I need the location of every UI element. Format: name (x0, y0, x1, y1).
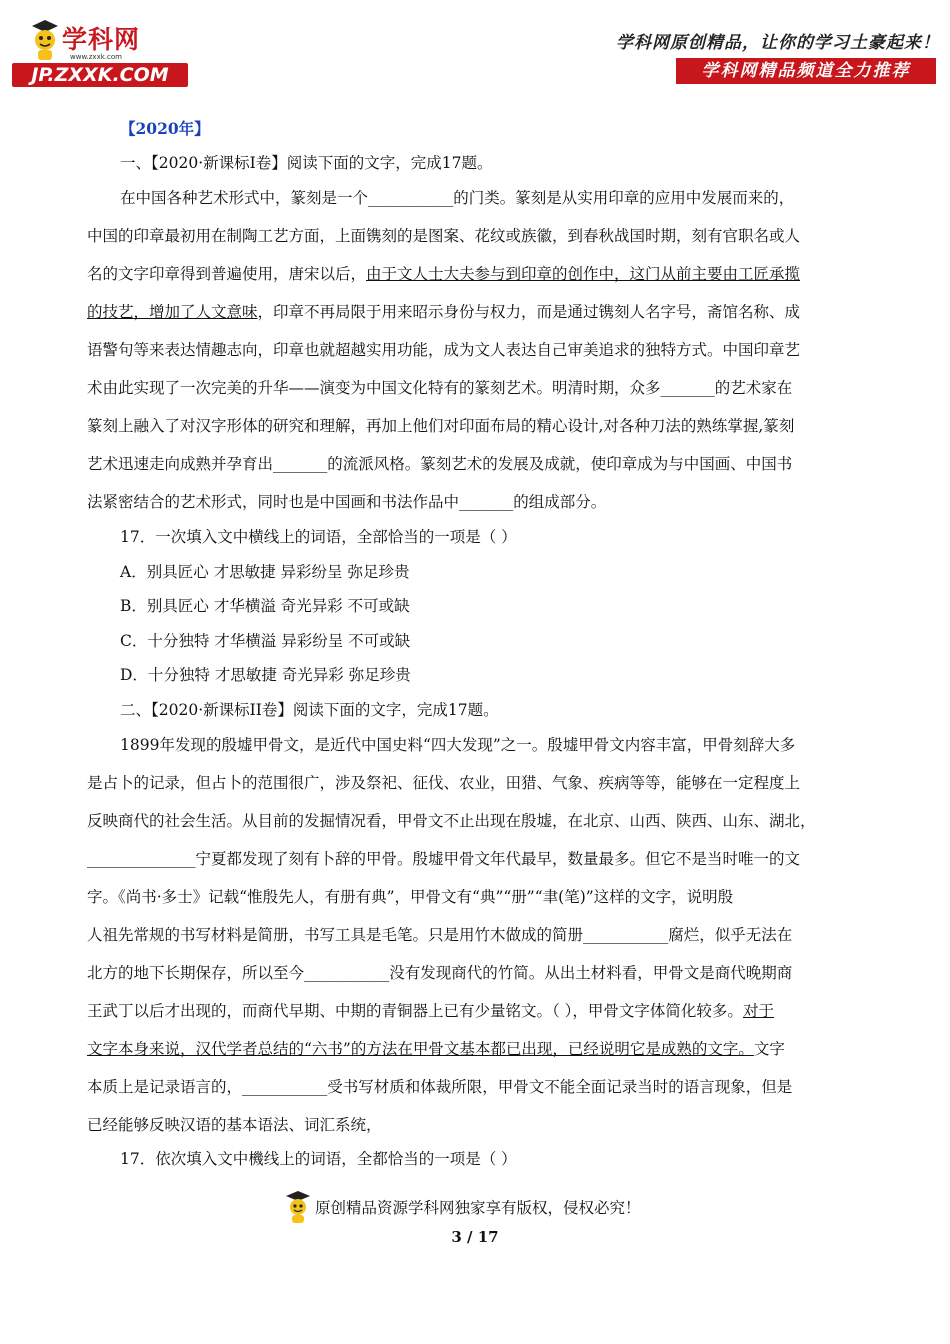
passage-1-text: ，印章不再局限于用来昭示身份与权力，而是通过镌刻人名字号，斋馆名称、成 (257, 303, 801, 321)
passage-1-underlined: 由于文人士大夫参与到印章的创作中，这门从前主要由工匠承揽 (366, 265, 801, 283)
passage-2-line (87, 1038, 785, 1060)
question-1-heading: 一、【2020·新课标Ⅰ卷】阅读下面的文字，完成17题。 (120, 154, 493, 172)
copyright-text: 原创精品资源学科网独家享有版权，侵权必究！ (315, 1199, 641, 1217)
passage-2-line: 本质上是记录语言的，___________受书写材质和体裁所限，甲骨文不能全面记录当时的语言现象，但是 (87, 1078, 793, 1096)
passage-1-line (87, 301, 800, 323)
passage-2-line: 反映商代的社会生活。从目前的发掘情况看，甲骨文不止出现在殷墟，在北京、山西、陕西、山东、湖北， (87, 812, 816, 830)
passage-2-underlined: 文字本身来说，汉代学者总结的“六书”的方法在甲骨文基本都已出现，已经说明它是成熟的文字。 (87, 1040, 754, 1058)
option-b: B．别具匠心 才华横溢 奇光异彩 不可或缺 (120, 597, 410, 615)
logo-url: www.zxxk.com (70, 53, 122, 61)
option-a: A．别具匠心 才思敏捷 异彩纷呈 弥足珍贵 (120, 563, 410, 581)
passage-2-text: 文字 (753, 1040, 785, 1058)
current-page: 3 (451, 1228, 462, 1246)
mascot-icon (283, 1190, 313, 1224)
passage-1-line: 法紧密结合的艺术形式，同时也是中国画和书法作品中_______的组成部分。 (87, 493, 607, 511)
page-header (0, 0, 950, 100)
header-slogan: 学科网原创精品，让你的学习土豪起来！ (616, 33, 940, 53)
passage-1-line: 中国的印章最初用在制陶工艺方面，上面镌刻的是图案、花纹或族徽，到春秋战国时期，刻有官职名或人 (87, 227, 801, 245)
total-pages: 17 (477, 1228, 499, 1246)
logo-name: 学科网 (62, 25, 141, 54)
passage-1-line: 篆刻上融入了对汉字形体的研究和理解，再加上他们对印面布局的精心设计,对各种刀法的熟练掌握,篆刻 (87, 417, 795, 435)
copyright-note (283, 1190, 641, 1224)
passage-2-line (87, 1000, 774, 1022)
option-c: C．十分独特 才华横溢 异彩纷呈 不可或缺 (120, 632, 411, 650)
passage-2-line: 已经能够反映汉语的基本语法、词汇系统， (87, 1116, 382, 1134)
passage-1-line: 术由此实现了一次完美的升华——演变为中国文化特有的篆刻艺术。明清时期，众多_______的艺术家在 (87, 379, 793, 397)
passage-1-line: 在中国各种艺术形式中，篆刻是一个___________的门类。篆刻是从实用印章的应用中发展而来的， (120, 189, 795, 207)
passage-2-line: 字。《尚书·多士》记载“惟殷先人，有册有典”，甲骨文有“典”“册”“聿(笔)”这样的文字，说明殷 (87, 888, 734, 906)
passage-2-line: 是占卜的记录，但占卜的范围很广，涉及祭祀、征伐、农业，田猎、气象、疾病等等，能够在一定程度上 (87, 774, 801, 792)
passage-2-line: 人祖先常规的书写材料是简册，书写工具是毛笔。只是用竹木做成的简册___________腐烂，似乎无法在 (87, 926, 793, 944)
mascot-icon (30, 18, 60, 62)
passage-1-line: 语警句等来表达情趣志向，印章也就超越实用功能，成为文人表达自己审美追求的独特方式。中国印章艺 (87, 341, 801, 359)
logo-site: JP.ZXXK.COM (12, 63, 188, 87)
passage-2-text: 王武丁以后才出现的，而商代早期、中期的青铜器上已有少量铭文。（ ），甲骨文字体简化较多。 (87, 1002, 743, 1020)
year-heading: 【2020年】 (120, 119, 210, 138)
passage-2-underlined: 对于 (742, 1002, 774, 1020)
page-number: 3 / 17 (451, 1228, 499, 1246)
passage-2-line: ______________宁夏都发现了刻有卜辞的甲骨。殷墟甲骨文年代最早，数量最多。但它不是当时唯一的文 (87, 850, 801, 868)
passage-2-line: 1899年发现的殷墟甲骨文，是近代中国史料“四大发现”之一。殷墟甲骨文内容丰富，甲骨刻辞大多 (120, 736, 796, 754)
passage-1-text: 名的文字印章得到普遍使用，唐宋以后， (87, 265, 367, 283)
option-d: D．十分独特 才思敏捷 奇光异彩 弥足珍贵 (120, 666, 411, 684)
question-17a: 17．一次填入文中横线上的词语，全部恰当的一项是（ ） (120, 528, 517, 546)
header-channel-banner: 学科网精品频道全力推荐 (676, 58, 936, 84)
question-2-heading: 二、【2020·新课标II卷】阅读下面的文字，完成17题。 (120, 701, 499, 719)
passage-2-line: 北方的地下长期保存，所以至今___________没有发现商代的竹简。从出土材料看，甲骨文是商代晚期商 (87, 964, 793, 982)
passage-1-line: 艺术迅速走向成熟并孕育出_______的流派风格。篆刻艺术的发展及成就，使印章成为与中国画、中国书 (87, 455, 793, 473)
passage-1-underlined: 的技艺，增加了人文意味 (87, 303, 258, 321)
zxxk-logo[interactable] (12, 18, 190, 88)
passage-1-line (87, 263, 800, 285)
question-17b: 17．依次填入文中機线上的词语，全都恰当的一项是（ ） (120, 1150, 517, 1168)
